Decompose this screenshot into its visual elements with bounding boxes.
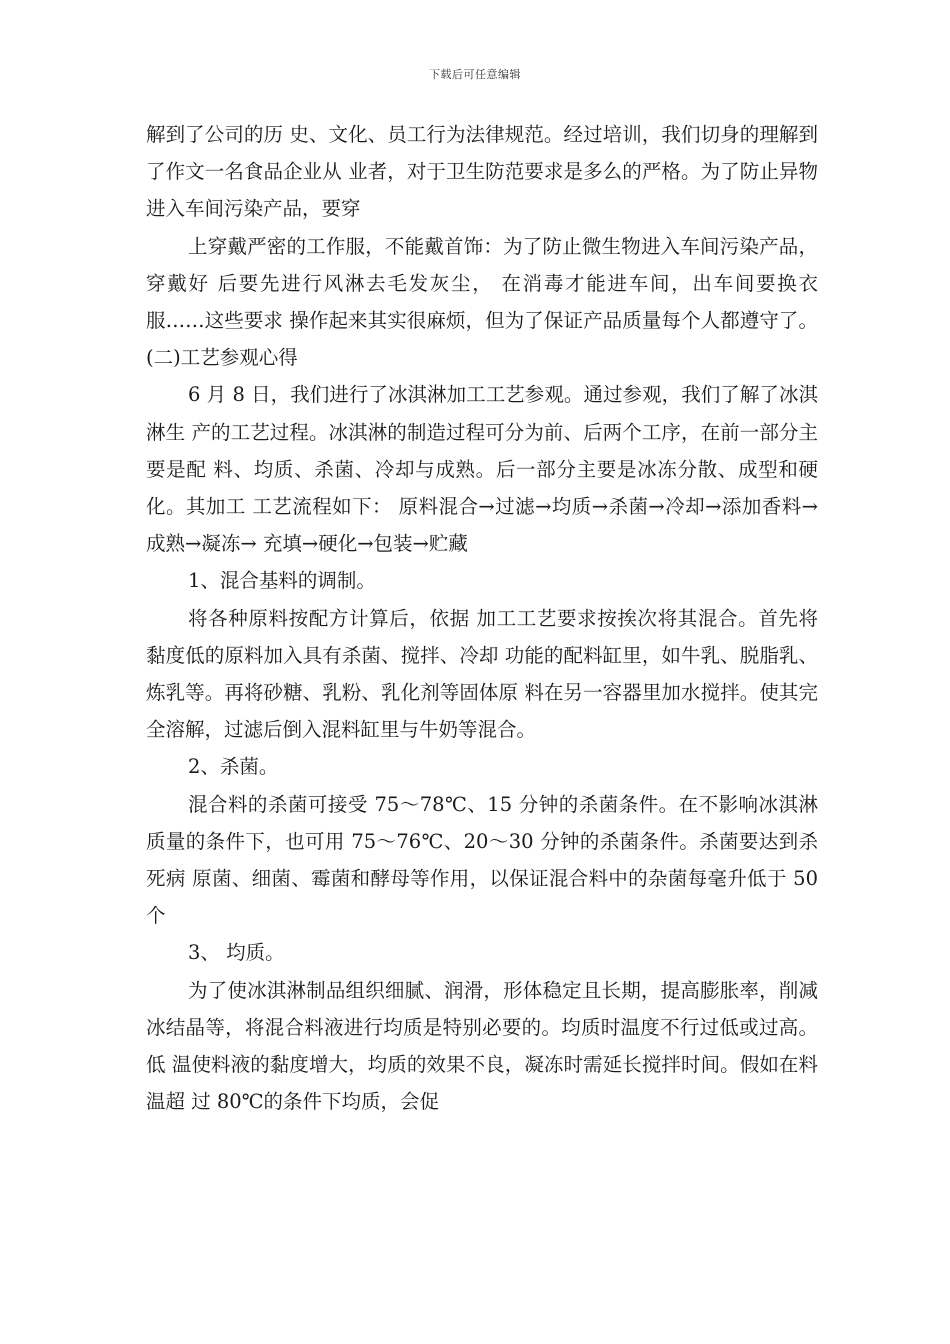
paragraph-4: 将各种原料按配方计算后，依据 加工工艺要求按挨次将其混合。首先将黏度低的原料加入具有杀菌、搅拌、冷却 功能的配料缸里，如牛乳、脱脂乳、炼乳等。再将砂糖、乳粉、乳化剂等固体原 料在另一容器里加水搅拌。使其完全溶解，过滤后倒入混料缸里与牛奶等混合。 bbox=[146, 606, 818, 742]
section-heading-2: 2、杀菌。 bbox=[188, 755, 279, 779]
section-heading-1: 1、混合基料的调制。 bbox=[188, 569, 376, 593]
paragraph-6: 为了使冰淇淋制品组织细腻、润滑，形体稳定且长期，提高膨胀率，削减 冰结晶等，将混合料液进行均质是特别必要的。均质时温度不行过低或过高。低 温使料液的黏度增大，均质的效果不良，凝冻时需延长搅拌时间。假如在料温超 过 80℃的条件下均质，会促 bbox=[146, 978, 818, 1114]
page-header: 下载后可任意编辑 bbox=[429, 68, 521, 81]
paragraph-1: 解到了公司的历 史、文化、员工行为法律规范。经过培训，我们切身的理解到了作文一名食品企业从 业者，对于卫生防范要求是多么的严格。为了防止异物进入车间污染产品，要穿 bbox=[146, 123, 818, 221]
paragraph-2: 上穿戴严密的工作服，不能戴首饰：为了防止微生物进入车间污染产品，穿戴好 后要先进行风淋去毛发灰尘， 在消毒才能进车间，出车间要换衣服……这些要求 操作起来其实很麻烦，但为了保证产品质量每个人都遵守了。 (二)工艺参观心得 bbox=[146, 234, 818, 370]
section-heading-3: 3、 均质。 bbox=[188, 941, 285, 965]
paragraph-3: 6 月 8 日，我们进行了冰淇淋加工工艺参观。通过参观，我们了解了冰淇淋生 产的工艺过程。冰淇淋的制造过程可分为前、后两个工序，在前一部分主要是配 料、均质、杀菌、冷却与成熟。后一部分主要是冰冻分散、成型和硬化。其加工 工艺流程如下： 原料混合→过滤→均质→杀菌→冷却→添加香料→成熟→凝冻→ 充填→硬化→包装→贮藏 bbox=[146, 383, 818, 556]
paragraph-5: 混合料的杀菌可接受 75～78℃、15 分钟的杀菌条件。在不影响冰淇淋 质量的条件下，也可用 75～76℃、20～30 分钟的杀菌条件。杀菌要达到杀死病 原菌、细菌、霉菌和酵母等作用，以保证混合料中的杂菌每毫升低于 50 个 bbox=[146, 792, 818, 928]
document-body bbox=[146, 116, 818, 1120]
